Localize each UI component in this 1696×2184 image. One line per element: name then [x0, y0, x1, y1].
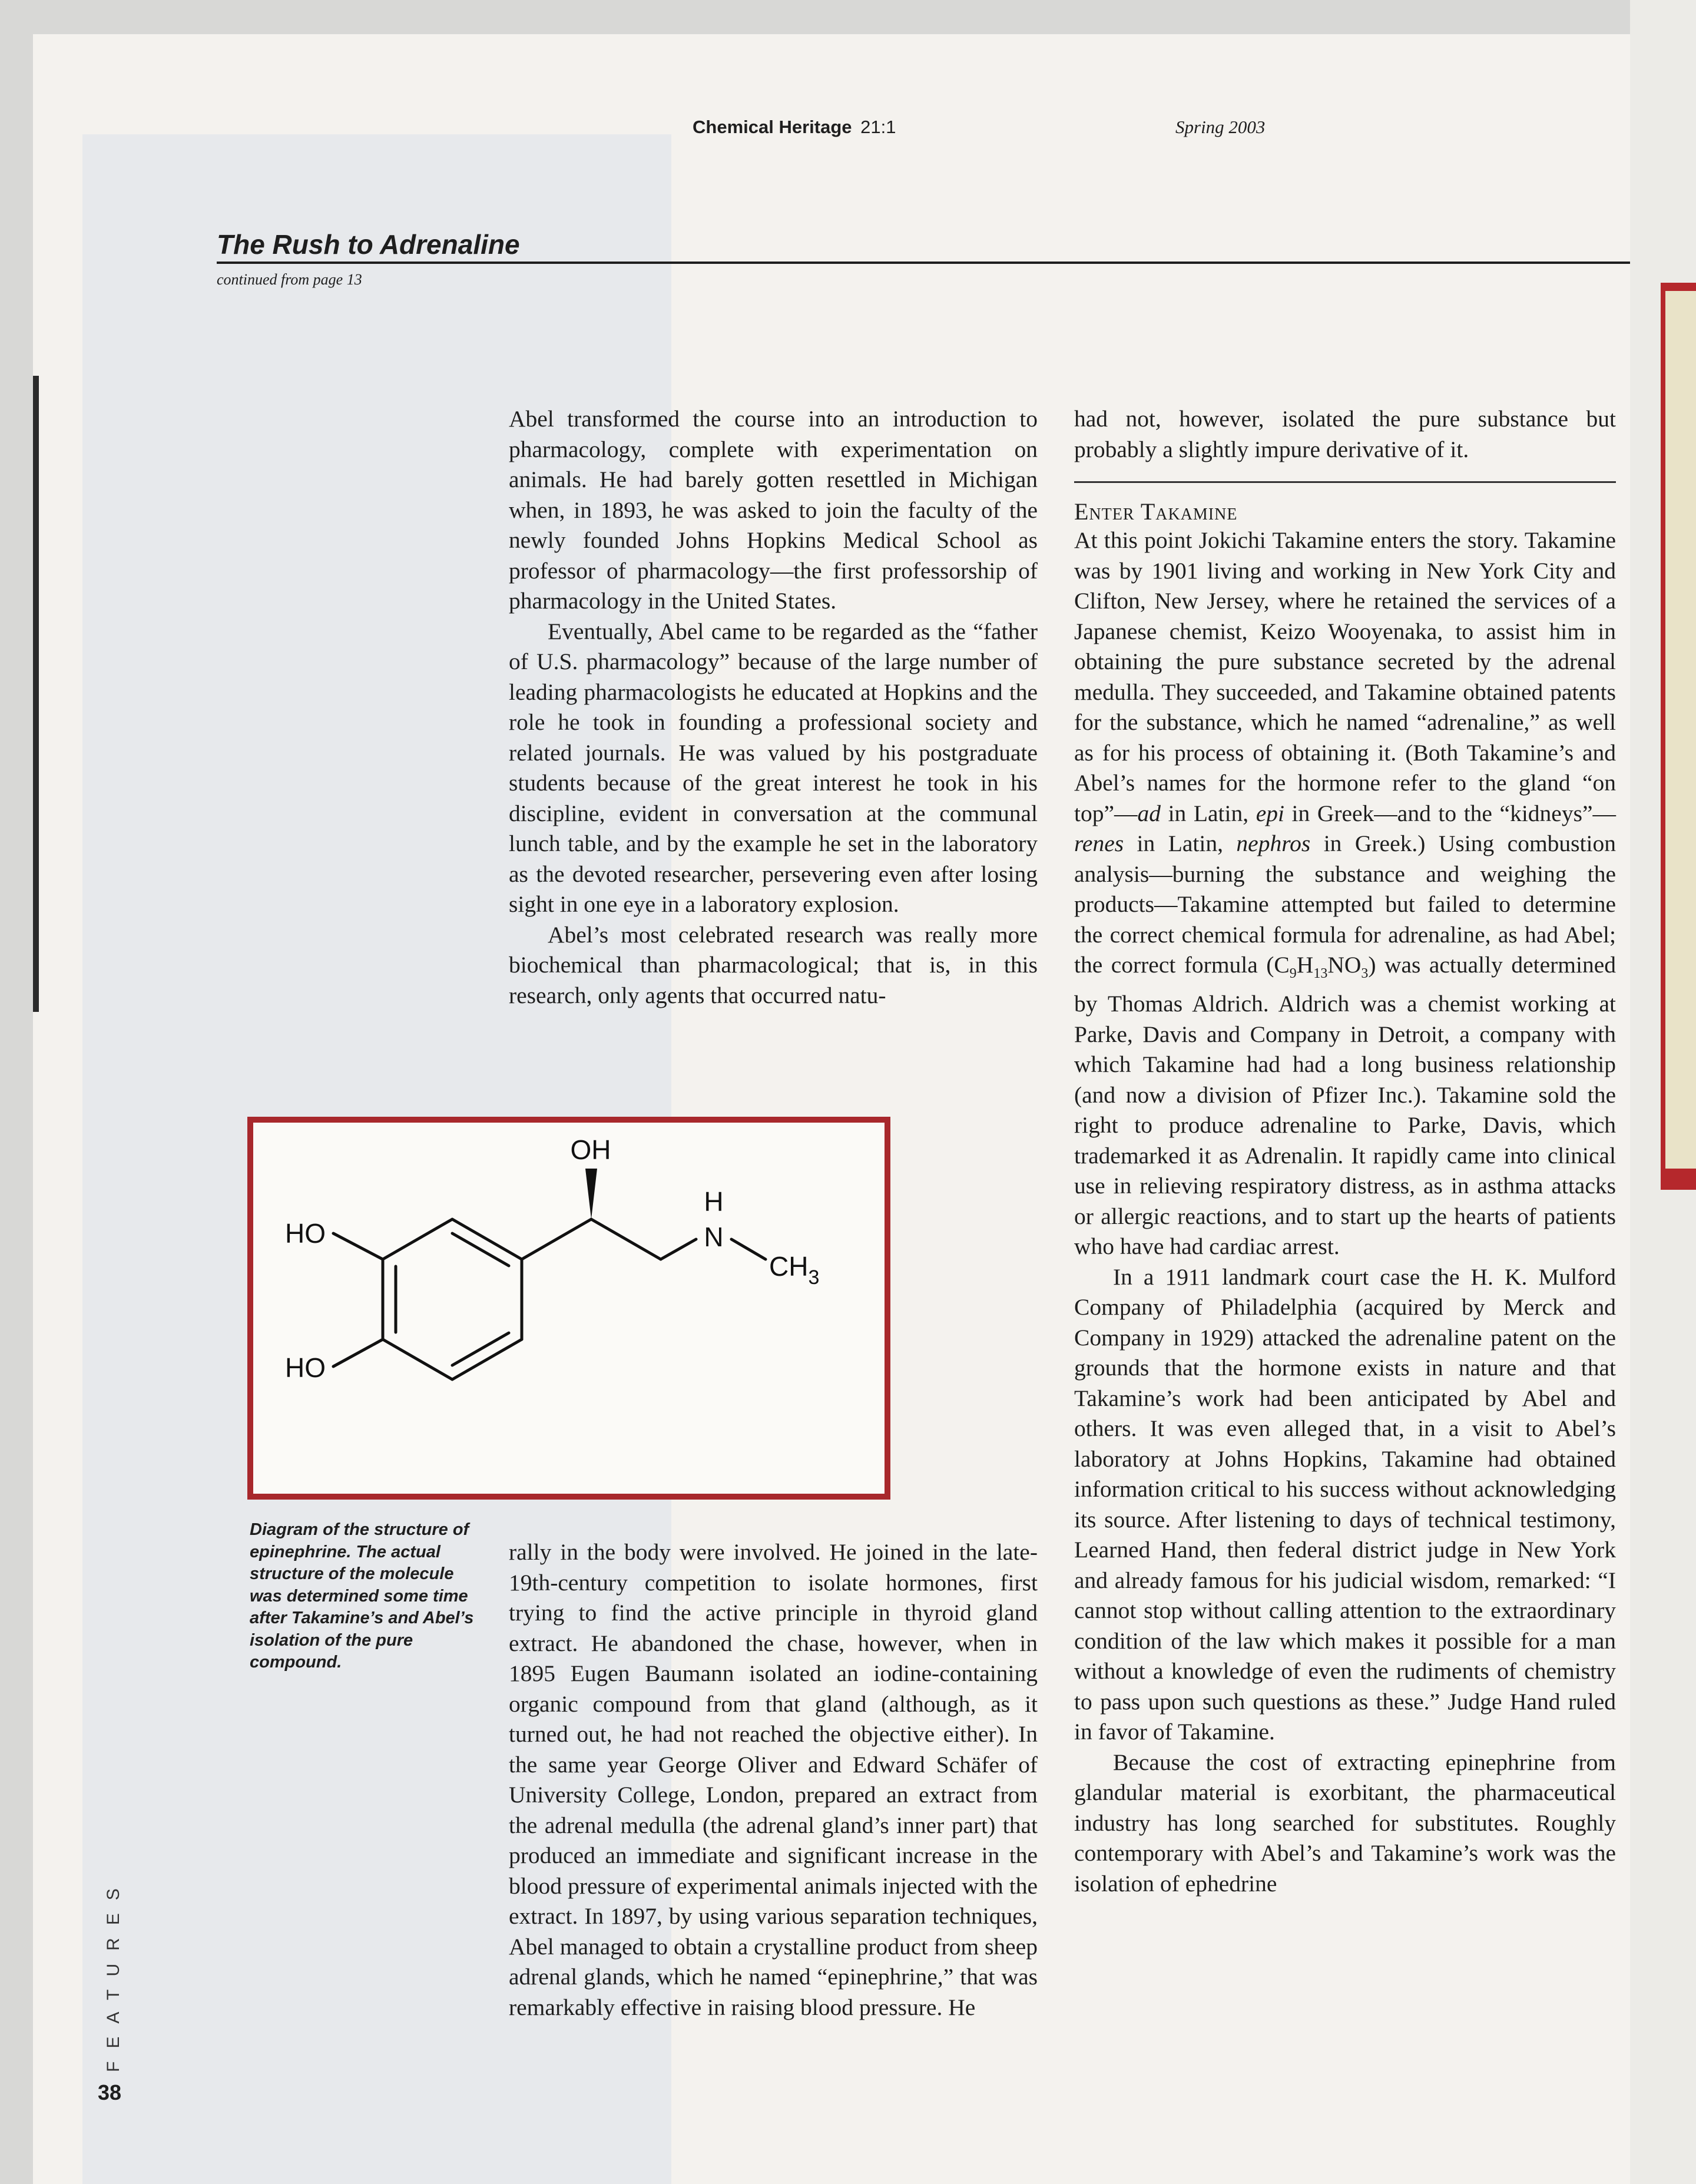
title-rule — [217, 262, 1670, 264]
paragraph: At this point Jokichi Takamine enters the story. Takamine was by 1901 living and working in New York City and Clifton, New Jersey, where he retained the services of a Japanese chemist, Keizo Wooyenaka, to assist him in obtaining the pure substance secreted by the adrenal medulla. They succeeded, and Takamine obtained patents for the substance, which he named “adrenaline,” as well as for his process of obtaining it. (Both Takamine’s and Abel’s names for the hormone refer to the gland “on top”—ad in Latin, epi in Greek—and to the “kidneys”—renes in Latin, nephros in Greek.) Using combustion analysis—burning the substance and weighing the products—Takamine attempted but failed to determine the correct chemical formula for adrenaline, as had Abel; the correct formula $(C_9H_{13}NO_3)$ was actually determined by Thomas Aldrich. Aldrich was a chemist working at Parke, Davis and Company in Detroit, a company with which Takamine had had a long business relationship (and now a division of Pfizer Inc.). Takamine sold the right to produce adrenaline to Parke, Davis, which trademarked it as Adrenalin. It rapidly came into clinical use in relieving respiratory distress, as in asthma attacks or allergic reactions, and to start up the hearts of patients who have had cardiac arrest. — [1074, 527, 1616, 1260]
figure-caption: Diagram of the structure of epinephrine. The actual structure of the molecule was determined some time after Takamine’s and Abel’s isolation of the pure compound. — [250, 1520, 474, 1672]
column-1-bottom — [509, 1537, 1038, 2023]
paragraph: Eventually, Abel came to be regarded as the “father of U.S. pharmacology” because of the large number of leading pharmacologists he educated at Hopkins and the role he took in founding a professional society and related journals. He was valued by his postgraduate students because of the great interest he took in his discipline, evident in conversation at the communal lunch table, and by the example he set in the laboratory as the devoted researcher, persevering even after losing sight in one eye in a laboratory explosion. — [509, 618, 1038, 917]
running-header — [693, 117, 1266, 138]
magazine-page — [33, 34, 1670, 2184]
paragraph: had not, however, isolated the pure substance but probably a slightly impure derivative of it. — [1074, 406, 1616, 462]
column-2 — [1074, 404, 1616, 1899]
epinephrine-structure — [253, 1123, 885, 1494]
journal-name: Chemical Heritage — [693, 117, 852, 137]
paragraph: Abel’s most celebrated research was really more biochemical than pharmacological; that is, in this research, only agents that occurred natu- — [509, 921, 1038, 1008]
label-ch3: $CH_3$ — [769, 1251, 820, 1289]
chemical-formula: $C_9H_{13}NO_3$ — [1274, 952, 1369, 981]
continued-note: continued from page 13 — [217, 271, 362, 288]
paragraph: In a 1911 landmark court case the H. K. Mulford Company of Philadelphia (acquired by Merck and Company in 1929) attacked the adrenaline patent on the grounds that the hormone exists in nature and that Takamine’s work had been anticipated by Abel and others. It was even alleged that, in a visit to Abel’s laboratory at Johns Hopkins, Takamine had obtained information critical to his success without acknowledging its source. After listening to days of technical testimony, Learned Hand, then federal district judge in New York and already famous for his judicial wisdom, remarked: “I cannot stop without calling attention to the extraordinary condition of the law which makes it possible for a man without a knowledge of even the rudiments of chemistry to pass upon such questions as these.” Judge Hand ruled in favor of Takamine. — [1074, 1263, 1616, 1745]
column-1-top — [509, 404, 1038, 1011]
margin-bar — [33, 376, 39, 1012]
label-h: H — [704, 1186, 724, 1217]
epinephrine-diagram — [247, 1117, 890, 1500]
paragraph: rally in the body were involved. He joined in the late-19th-century competition to isolate hormones, first trying to find the active principle in thyroid gland extract. He abandoned the chase, however, when in 1895 Eugen Baumann isolated an iodine-containing organic compound from that gland (although, as it turned out, he had not reached the objective either). In the same year George Oliver and Edward Schäfer of University College, London, prepared an extract from the adrenal medulla (the adrenal gland’s inner part) that produced an immediate and significant increase in the blood pressure of experimental animals injected with the extract. In 1897, by using various separation techniques, Abel managed to obtain a crystalline product from sheep adrenal glands, which he named “epinephrine,” that was remarkably effective in raising blood pressure. He — [509, 1539, 1038, 2020]
label-n: N — [704, 1222, 724, 1252]
page-number: 38 — [98, 2080, 122, 2104]
wedge-bond — [585, 1169, 597, 1219]
label-ho-upper: HO — [285, 1218, 326, 1249]
paragraph: Abel transformed the course into an introduction to pharmacology, complete with experimentation on animals. He had barely gotten resettled in Michigan when, in 1893, he was asked to join the faculty of the newly founded Johns Hopkins Medical School as professor of pharmacology—the first professorship of pharmacology in the United States. — [509, 406, 1038, 614]
label-oh: OH — [570, 1134, 611, 1165]
article-title: The Rush to Adrenaline — [217, 229, 520, 260]
journal-issue: 21:1 — [860, 117, 896, 137]
subheading: Enter Takamine — [1074, 481, 1616, 525]
label-ho-lower: HO — [285, 1352, 326, 1383]
red-tab — [1661, 283, 1696, 1190]
section-label: FEATURES — [104, 1875, 123, 2072]
journal-season: Spring 2003 — [1175, 117, 1266, 137]
paragraph: Because the cost of extracting epinephrine from glandular material is exorbitant, the pharmaceutical industry has long searched for substitutes. Roughly contemporary with Abel’s and Takamine’s work was the isolation of ephedrine — [1074, 1749, 1616, 1897]
